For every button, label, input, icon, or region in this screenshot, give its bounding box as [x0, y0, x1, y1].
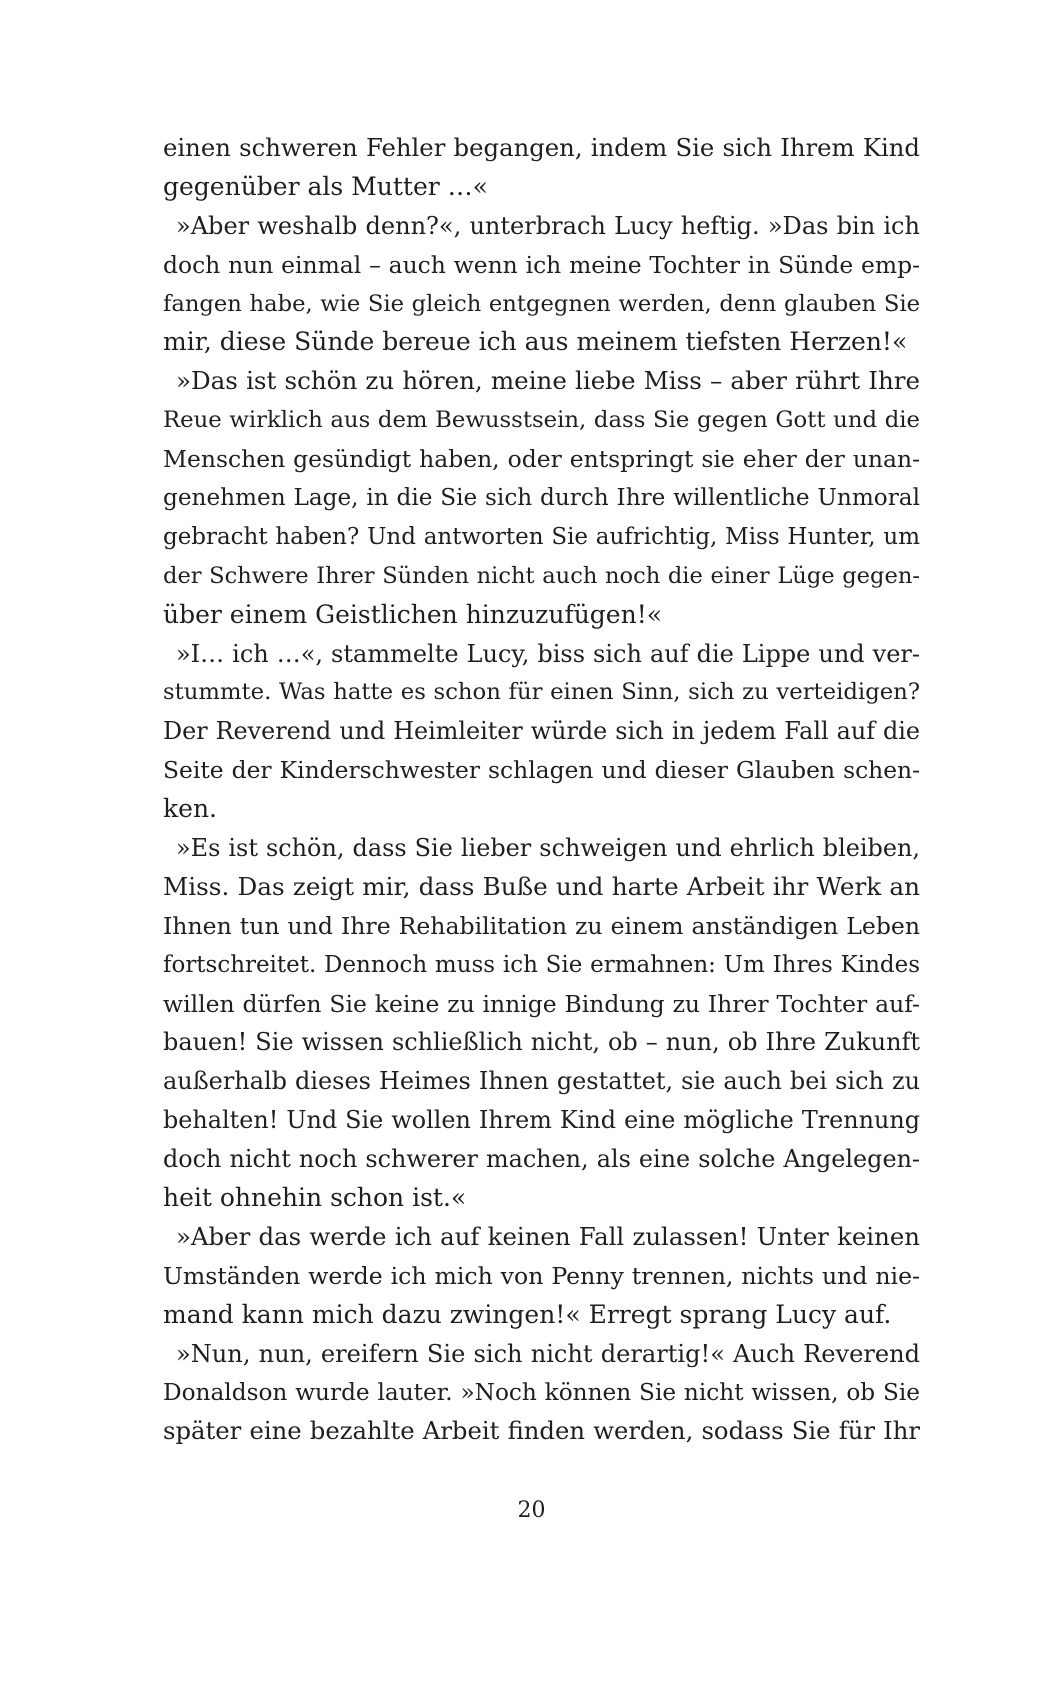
text-line: später eine bezahlte Arbeit finden werden, sodass Sie für Ihr — [163, 1416, 920, 1446]
text-line: Donaldson wurde lauter. »Noch können Sie nicht wissen, ob Sie — [163, 1378, 920, 1406]
text-line: über einem Geistlichen hinzuzufügen!« — [163, 599, 663, 629]
text-line: stummte. Was hatte es schon für einen Sinn, sich zu verteidigen? — [163, 679, 920, 706]
text-line: mand kann mich dazu zwingen!« Erregt sprang Lucy auf. — [163, 1299, 892, 1329]
text-line: doch nun einmal – auch wenn ich meine Tochter in Sünde emp- — [163, 250, 920, 279]
text-line: bauen! Sie wissen schließlich nicht, ob – nun, ob Ihre Zukunft — [163, 1028, 920, 1057]
text-line: doch nicht noch schwerer machen, als eine solche Angelegen- — [163, 1145, 920, 1174]
text-line: willen dürfen Sie keine zu innige Bindung zu Ihrer Tochter auf- — [163, 989, 920, 1018]
text-line: der Schwere Ihrer Sünden nicht auch noch die einer Lüge gegen- — [163, 562, 920, 589]
text-line: »Nun, nun, ereifern Sie sich nicht derartig!« Auch Reverend — [176, 1339, 920, 1368]
text-line: fangen habe, wie Sie gleich entgegnen werden, denn glauben Sie — [163, 290, 920, 317]
text-line: Reue wirklich aus dem Bewusstsein, dass Sie gegen Gott und die — [163, 407, 920, 434]
text-line: fortschreitet. Dennoch muss ich Sie ermahnen: Um Ihres Kindes — [163, 951, 920, 978]
text-line: »I… ich …«, stammelte Lucy, biss sich auf die Lippe und ver- — [176, 639, 920, 668]
text-line: Miss. Das zeigt mir, dass Buße und harte Arbeit ihr Werk an — [163, 871, 920, 901]
text-line: Umständen werde ich mich von Penny trennen, nichts und nie- — [163, 1261, 920, 1290]
text-line: Der Reverend und Heimleiter würde sich in jedem Fall auf die — [163, 717, 920, 746]
text-line: mir, diese Sünde bereue ich aus meinem tiefsten Herzen!« — [163, 327, 908, 357]
text-line: »Es ist schön, dass Sie lieber schweigen und ehrlich bleiben, — [176, 834, 920, 863]
text-line: behalten! Und Sie wollen Ihrem Kind eine mögliche Trennung — [163, 1106, 920, 1135]
page-number: 20 — [517, 1498, 546, 1523]
text-line: einen schweren Fehler begangen, indem Sie sich Ihrem Kind — [163, 133, 920, 162]
text-line: gegenüber als Mutter …« — [163, 171, 488, 201]
text-line: Seite der Kinderschwester schlagen und dieser Glauben schen- — [163, 756, 920, 785]
text-line: genehmen Lage, in die Sie sich durch Ihre willentliche Unmoral — [163, 485, 920, 512]
text-line: ken. — [163, 794, 217, 824]
text-line: Menschen gesündigt haben, oder entspringt sie eher der unan- — [163, 445, 920, 474]
text-line: gebracht haben? Und antworten Sie aufrichtig, Miss Hunter, um — [163, 523, 920, 550]
text-line: heit ohnehin schon ist.« — [163, 1183, 467, 1213]
text-line: Ihnen tun und Ihre Rehabilitation zu einem anständigen Leben — [163, 911, 920, 940]
text-line: »Aber weshalb denn?«, unterbrach Lucy heftig. »Das bin ich — [176, 211, 920, 240]
text-line: »Das ist schön zu hören, meine liebe Miss – aber rührt Ihre — [176, 366, 920, 396]
text-line: »Aber das werde ich auf keinen Fall zulassen! Unter keinen — [176, 1221, 920, 1251]
text-line: außerhalb dieses Heimes Ihnen gestattet, sie auch bei sich zu — [163, 1067, 920, 1096]
body-text — [163, 129, 920, 1451]
